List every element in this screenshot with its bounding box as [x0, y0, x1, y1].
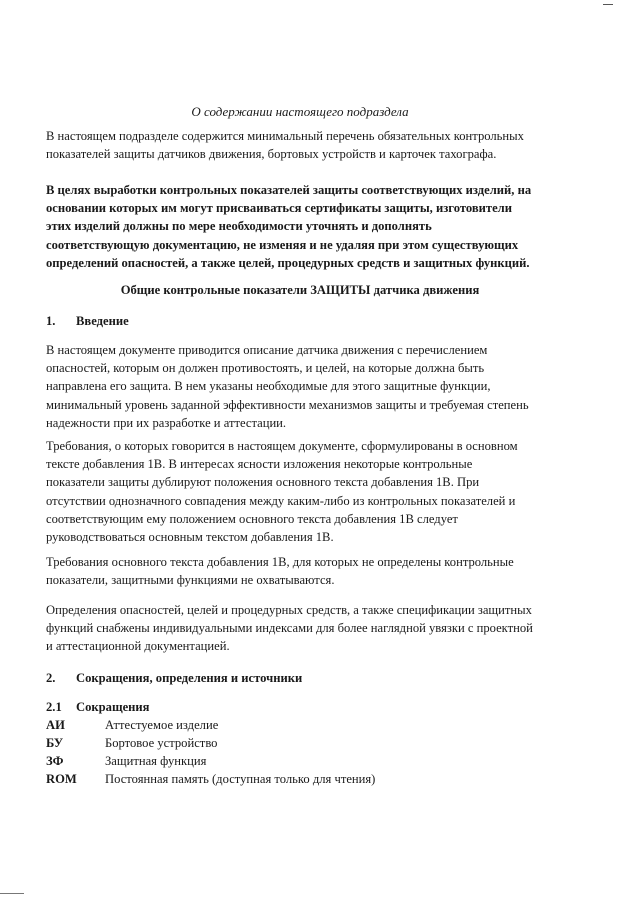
section-1-paragraph-2	[46, 437, 551, 546]
text-line: опасностей, которым он должен противостоять, и целей, на которые должна быть	[46, 361, 485, 376]
text-line: Требования основного текста добавления 1В, для которых не определены контрольные	[46, 555, 514, 569]
abbreviation-term: ROM	[46, 772, 77, 786]
abbreviation-term: АИ	[46, 718, 65, 732]
abbreviation-definition: Аттестуемое изделие	[105, 718, 219, 732]
text-line: и аттестационной документацией.	[46, 639, 230, 654]
text-line: показателей защиты датчиков движения, бортовых устройств и карточек тахографа.	[46, 147, 497, 162]
section-2-1-heading	[46, 698, 150, 716]
abbreviation-definition: Защитная функция	[105, 754, 207, 768]
text-line: функций снабжены индивидуальными индексами для более наглядной увязки с проектной	[46, 621, 533, 636]
section-1-paragraph-3	[46, 553, 551, 589]
text-line: показатели, защитными функциями не охватываются.	[46, 573, 335, 588]
text-line: Требования, о которых говорится в настоящем документе, сформулированы в основном	[46, 439, 518, 453]
section-1-heading	[46, 312, 129, 330]
abbreviation-definition: Постоянная память (доступная только для чтения)	[105, 772, 376, 786]
text-line: соответствующую документацию, не изменяя и не удаляя при этом существующих	[46, 237, 519, 252]
abbreviation-row	[46, 734, 217, 752]
text-line: основании которых им могут присваиваться сертификаты защиты, изготовители	[46, 201, 512, 216]
abbreviation-term: ЗФ	[46, 754, 64, 768]
text-line: руководствоваться основным текстом добавления 1В.	[46, 530, 334, 545]
section-number: 1.	[46, 314, 56, 328]
text-line: направлена его защита. В нем указаны необходимые для этого защитные функции,	[46, 379, 491, 394]
text-line: показатели защиты дублируют положения основного текста добавления 1В. При	[46, 475, 480, 490]
text-line: Определения опасностей, целей и процедурных средств, а также спецификации защитных	[46, 603, 532, 617]
section-number: 2.1	[46, 700, 62, 714]
section-1-paragraph-4	[46, 601, 551, 656]
text-line: отсутствии однозначного совпадения между каким-либо из контрольных показателей и	[46, 493, 516, 508]
section-title: Сокращения, определения и источники	[76, 671, 303, 685]
text-line: надежности при их разработке и аттестации.	[46, 415, 287, 430]
abbreviation-row	[46, 716, 218, 734]
text-line: тексте добавления 1В. В интересах ясности изложения некоторые контрольные	[46, 457, 473, 472]
section-title: Сокращения	[76, 700, 150, 714]
section-number: 2.	[46, 671, 56, 685]
text-line: соответствующим ему положением основного текста добавления 1В следует	[46, 511, 458, 526]
text-line: этих изделий должны по мере необходимости уточнять и дополнять	[46, 219, 432, 234]
abbreviation-definition: Бортовое устройство	[105, 736, 218, 750]
scan-corner-mark	[603, 0, 613, 5]
text-line: В целях выработки контрольных показателей защиты соответствующих изделий, на	[46, 183, 532, 197]
section-1-paragraph-1	[46, 341, 551, 432]
text-line: минимальный уровень заданной эффективности механизмов защиты и требуемая степень	[46, 397, 529, 412]
abbreviation-term: БУ	[46, 736, 64, 750]
main-title: Общие контрольные показатели ЗАЩИТЫ датчика движения	[120, 283, 480, 297]
section-2-heading	[46, 669, 302, 687]
section-title: Введение	[76, 314, 129, 328]
abbreviation-row	[46, 770, 375, 788]
subsection-subtitle: О содержании настоящего подраздела	[191, 104, 409, 119]
scan-edge-mark	[0, 893, 24, 894]
text-line: В настоящем подразделе содержится минимальный перечень обязательных контрольных	[46, 129, 524, 143]
text-line: В настоящем документе приводится описание датчика движения с перечислением	[46, 343, 488, 357]
bold-notice-paragraph	[46, 181, 551, 272]
intro-paragraph	[46, 127, 551, 163]
text-line: определений опасностей, а также целей, процедурных средств и защитных функций.	[46, 255, 530, 270]
abbreviation-row	[46, 752, 206, 770]
